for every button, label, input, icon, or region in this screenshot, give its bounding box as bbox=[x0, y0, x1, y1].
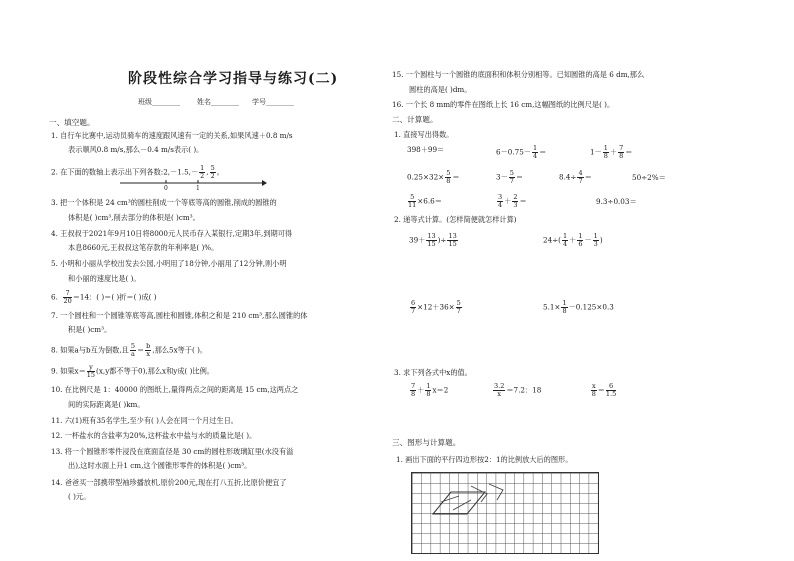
axis-label-1: 1 bbox=[196, 185, 200, 192]
fraction: $\frac{b}{x}$ bbox=[146, 342, 151, 358]
parallelogram-sketch bbox=[411, 472, 599, 554]
q4-line1: 4. 王叔叔于2021年9月10日将8000元人民币存入某银行,定期3年,到期可得 bbox=[51, 229, 293, 238]
q2: 2. 在下面的数轴上表示出下列各数:2,－1.5,－ $\frac{1}{2}$ , $\frac{5}{2}$ 。 bbox=[51, 164, 224, 180]
q12: 12. 一杯盐水的含盐率为20%,这杯盐水中盐与水的质量比是( )。 bbox=[51, 431, 257, 440]
expr-2: 24÷( $\frac{1}{4}$ ＋ $\frac{1}{6}$ － $\frac{1}{3}$ ) bbox=[543, 232, 603, 248]
calc-row-1b: 6－0.75－ $\frac{1}{4}$ ＝ bbox=[496, 144, 547, 160]
calc-row-1c: 1－ $\frac{1}{8}$ ＋ $\frac{7}{8}$ ＝ bbox=[590, 144, 633, 160]
q3-line1: 3. 把一个体积是 24 cm³的圆柱削成一个等底等高的圆锥,削成的圆锥的 bbox=[51, 198, 277, 207]
calc-row-3c: 9.3÷0.03＝ bbox=[596, 197, 637, 206]
section-geometry: 三、图形与计算题。 bbox=[392, 438, 461, 447]
student-id-field[interactable]: 学号________ bbox=[252, 98, 294, 106]
solve-x-1: $\frac{7}{8}$ ＋ $\frac{1}{8}$ x＝2 bbox=[411, 382, 449, 398]
q14-line2: ( )元。 bbox=[68, 492, 91, 501]
geometry-q1: 1. 画出下面的平行四边形按2：1的比例放大后的图形。 bbox=[396, 455, 573, 464]
q15-line2: 圆柱的高是( )dm。 bbox=[409, 85, 472, 94]
expr-3: $\frac{6}{7}$ ×12＋36× $\frac{5}{7}$ bbox=[411, 299, 461, 315]
q13-line2: 出),这时水面上升1 cm,这个圆锥形零件的体积是( )cm³。 bbox=[68, 461, 252, 470]
fraction: $\frac{1}{2}$ bbox=[200, 164, 205, 180]
fraction: $\frac{5}{a}$ bbox=[130, 342, 135, 358]
q1-line1: 1. 自行车比赛中,运动员骑车的速度跟风速有一定的关系,如果风速＋0.8 m/s bbox=[51, 131, 293, 140]
number-line[interactable] bbox=[118, 178, 268, 192]
calc-row-2d: 50÷2%＝ bbox=[632, 173, 666, 182]
q5-line1: 5. 小明和小丽从学校出发去公园,小明用了18分钟,小丽用了12分钟,则小明 bbox=[51, 259, 287, 268]
q7-line2: 积是( )cm³。 bbox=[68, 325, 112, 334]
expr-1: 39＋ $\frac{13}{15}$ )÷ $\frac{13}{15}$ bbox=[409, 232, 457, 248]
q10-line2: 间的实际距离是( )km。 bbox=[68, 400, 145, 409]
calc-row-2c: 8.4÷ $\frac{4}{7}$ ＝ bbox=[559, 169, 592, 185]
q5-line2: 和小丽的速度比是( )。 bbox=[68, 274, 141, 283]
q13-line1: 13. 将一个圆锥形零件浸没在底面直径是 30 cm的圆柱形玻璃缸里(水没有溢 bbox=[51, 447, 294, 456]
q15-line1: 15. 一个圆柱与一个圆锥的底面积和体积分别相等。已知圆锥的高是 6 dm,那么 bbox=[392, 70, 645, 79]
fraction: $\frac{y}{15}$ bbox=[86, 363, 96, 379]
calc-row-3a: $\frac{5}{11}$ ×6.6＝ bbox=[408, 193, 442, 209]
axis-label-0: 0 bbox=[164, 185, 168, 192]
q10-line1: 10. 在比例尺是 1：40000 的图纸上,量得两点之间的距离是 15 cm,这两点之 bbox=[51, 385, 299, 394]
solve-x-title: 3. 求下列各式中x的值。 bbox=[394, 368, 472, 377]
q6: 6. $\frac{7}{20}$ ＝14：( )＝( )折＝( )成( ) bbox=[51, 289, 157, 305]
q9: 9. 如果x＝ $\frac{y}{15}$ (x,y都不等于0),那么x和y成( )比例。 bbox=[51, 363, 214, 379]
fraction: $\frac{5}{2}$ bbox=[210, 164, 215, 180]
calc-row-2b: 3－ $\frac{5}{7}$ ＝ bbox=[496, 169, 524, 185]
fraction: $\frac{7}{20}$ bbox=[63, 289, 72, 305]
section-fill-in: 一、填空题。 bbox=[49, 118, 95, 127]
solve-x-3: $\frac{x}{8}$ ＝ $\frac{6}{1.5}$ bbox=[591, 382, 617, 398]
calc-direct-title: 1. 直接写出得数。 bbox=[394, 130, 454, 139]
calc-row-3b: $\frac{3}{4}$ ＋ $\frac{2}{3}$ ＝ bbox=[498, 193, 527, 209]
q3-line2: 体积是( )cm³,削去部分的体积是( )cm³。 bbox=[68, 213, 200, 222]
section-calc: 二、计算题。 bbox=[392, 115, 438, 124]
q14-line1: 14. 爸爸买一部携带型袖珍播放机,原价200元,现在打八五折,比原价便宜了 bbox=[51, 478, 287, 487]
name-field[interactable]: 姓名________ bbox=[197, 98, 239, 106]
q7-line1: 7. 一个圆柱和一个圆锥等底等高,圆柱和圆锥,体积之和是 210 cm³,那么圆锥的体 bbox=[51, 311, 308, 320]
calc-stepwise-title: 2. 递等式计算。(怎样简便就怎样计算) bbox=[394, 215, 517, 224]
class-field[interactable]: 班级________ bbox=[138, 98, 180, 106]
q1-line2: 表示顺风0.8 m/s,那么－0.4 m/s表示( )。 bbox=[68, 145, 204, 154]
calc-row-1: 398＋99＝ bbox=[407, 145, 445, 154]
solve-x-2: $\frac{3.2}{x}$ ＝7.2：18 bbox=[494, 382, 542, 398]
q11: 11. 六(1)班有35名学生,至少有( )人会在同一个月过生日。 bbox=[51, 416, 238, 425]
q4-line2: 本息8660元,王叔叔这笔存款的年利率是( )%。 bbox=[68, 243, 219, 252]
calc-row-2a: 0.25×32× $\frac{5}{8}$ ＝ bbox=[407, 169, 460, 185]
q8: 8. 如果a与b互为倒数,且 $\frac{5}{a}$ ＝ $\frac{b}{x}$ ,那么5x等于( )。 bbox=[51, 342, 208, 358]
q16: 16. 一个长 8 mm的零件在图纸上长 16 cm,这幅图纸的比例尺是( )。 bbox=[392, 100, 615, 109]
page-title: 阶段性综合学习指导与练习(二) bbox=[128, 71, 339, 87]
expr-4: 5.1× $\frac{1}{8}$ －0.125×0.3 bbox=[543, 299, 614, 315]
